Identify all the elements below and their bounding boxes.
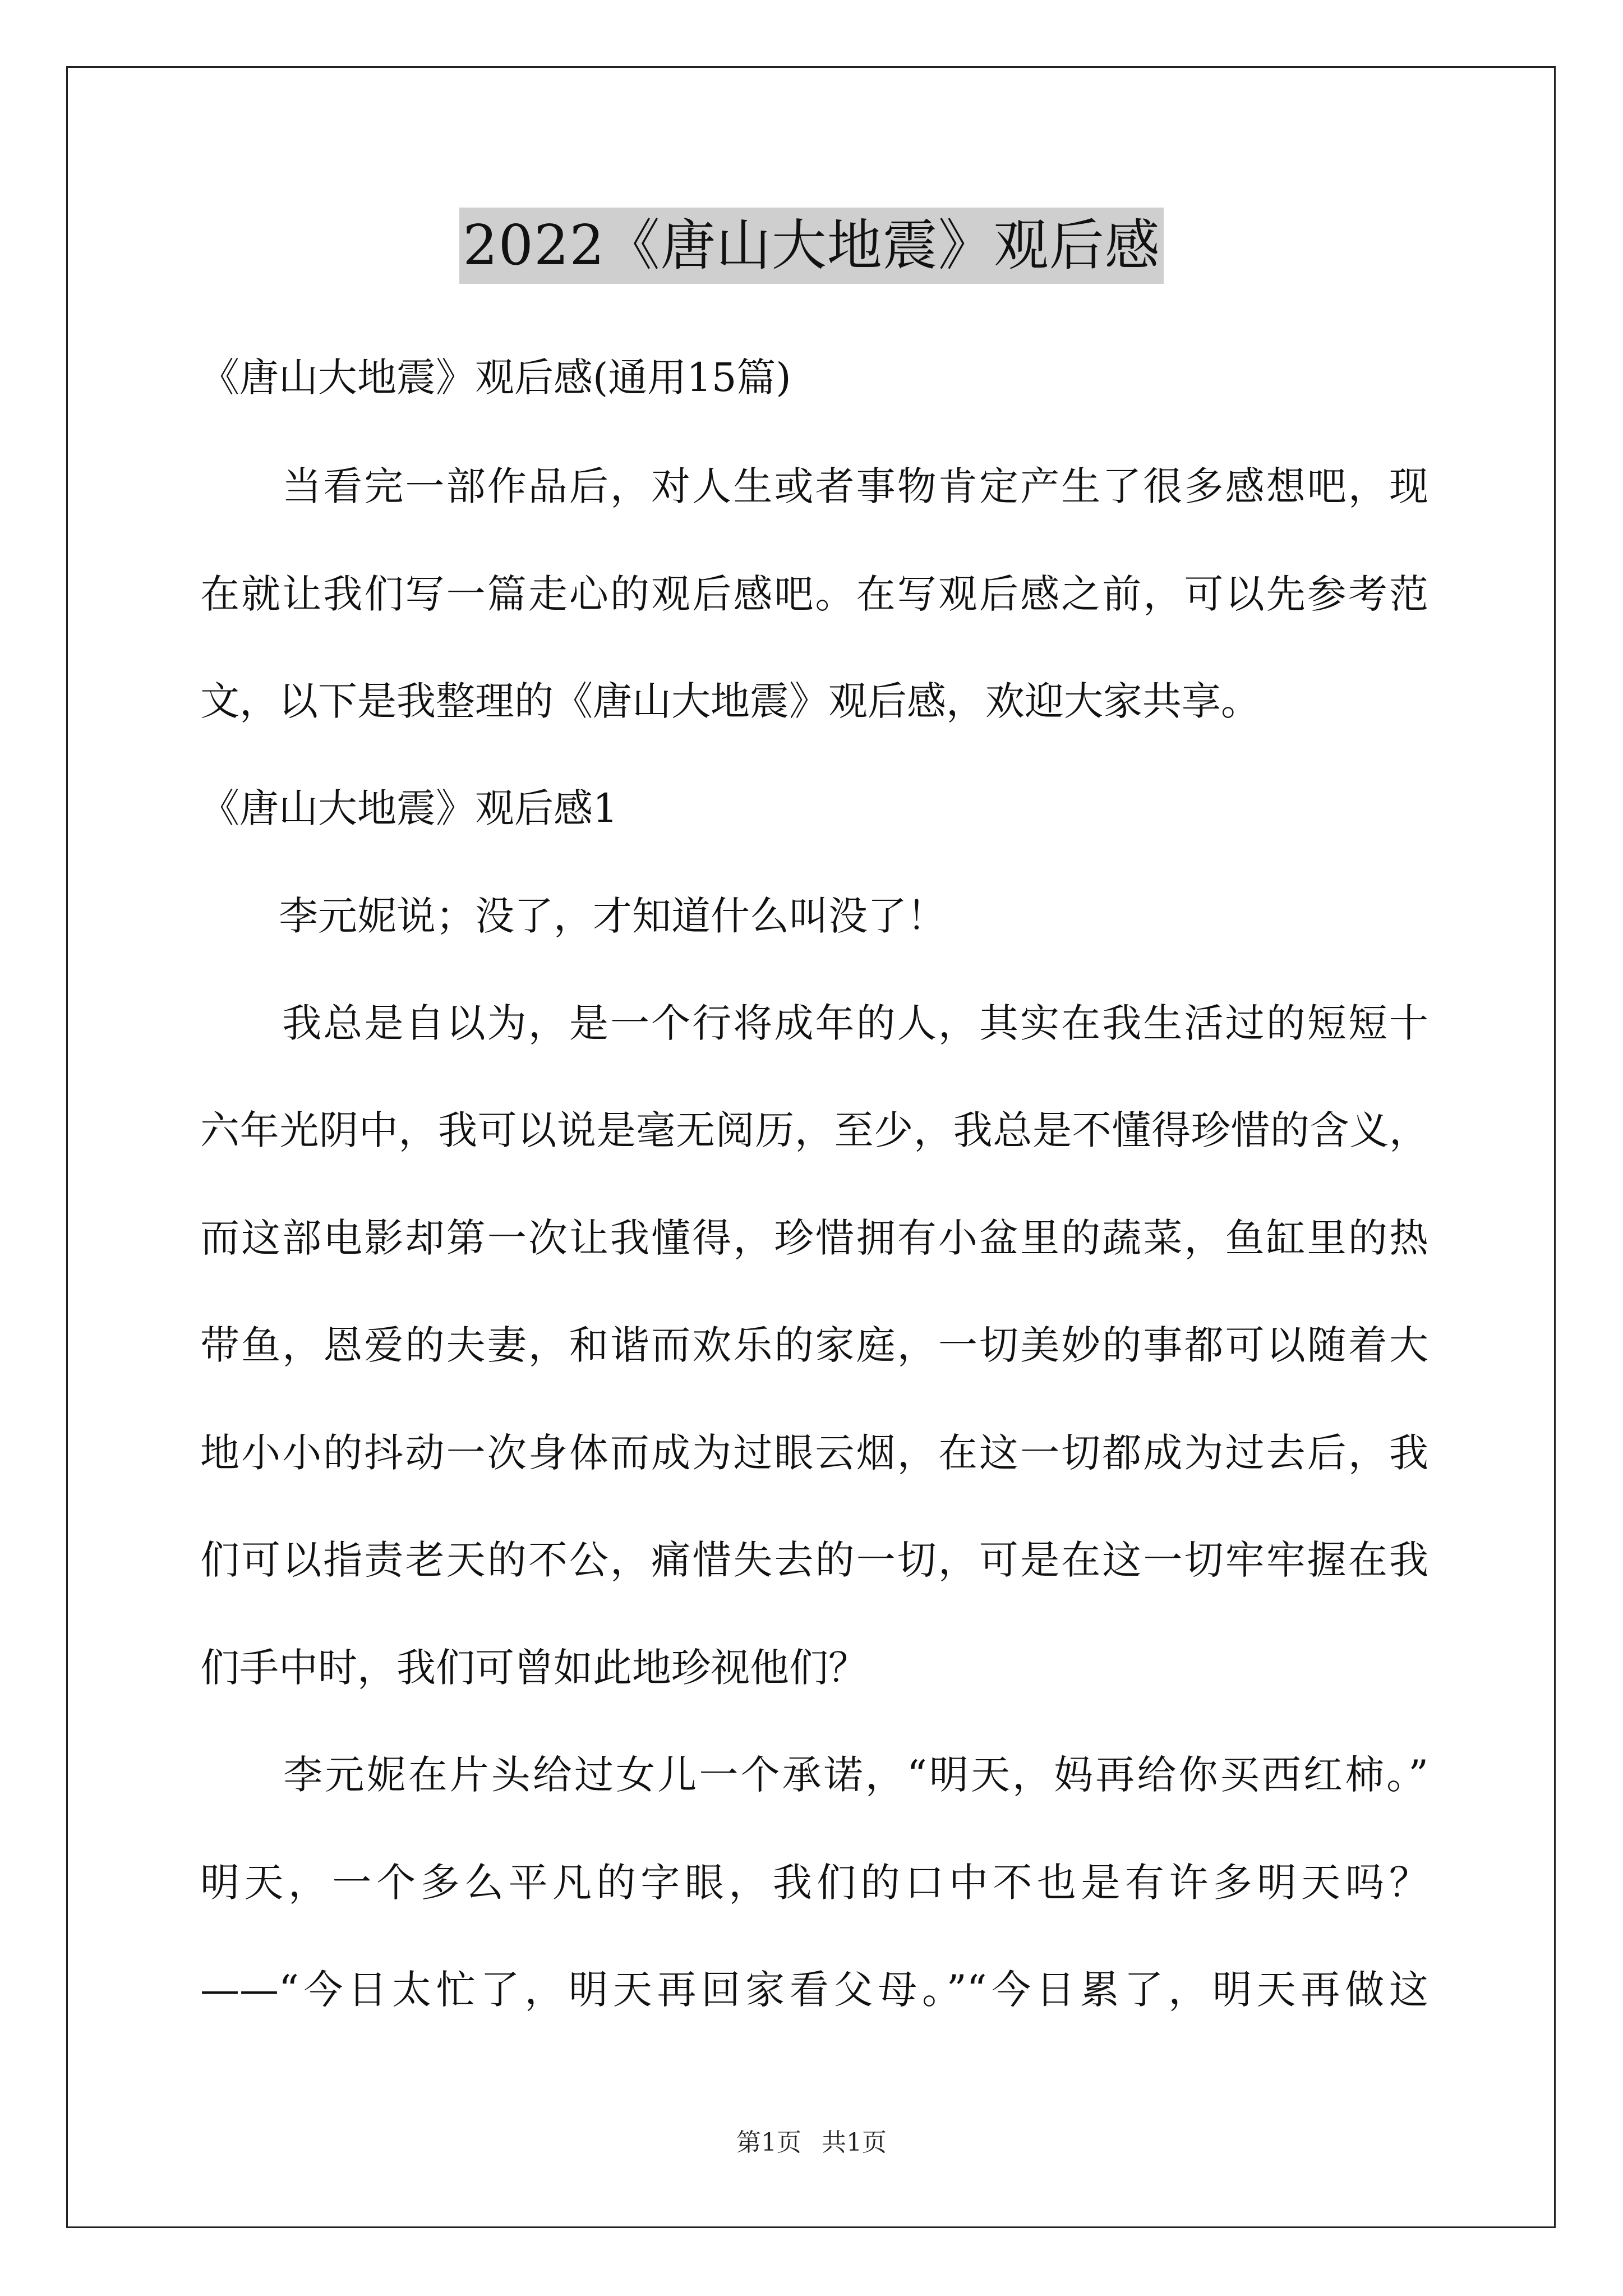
paragraph-line: 文，以下是我整理的《唐山大地震》观后感，欢迎大家共享。: [200, 678, 1260, 724]
paragraph-line: 李元妮在片头给过女儿一个承诺，“明天，妈再给你买西红柿。”: [200, 1752, 1428, 1798]
paragraph-line: 带鱼，恩爱的夫妻，和谐而欢乐的家庭，一切美妙的事都可以随着大: [200, 1322, 1428, 1368]
paragraph-line: 当看完一部作品后，对人生或者事物肯定产生了很多感想吧，现: [200, 463, 1428, 509]
paragraph-line: 地小小的抖动一次身体而成为过眼云烟，在这一切都成为过去后，我: [200, 1430, 1428, 1476]
page-footer: [0, 2126, 1623, 2160]
paragraph-line: 李元妮说；没了，才知道什么叫没了！: [200, 893, 946, 939]
page-total: 共1页: [822, 2128, 887, 2157]
paragraph-line: 在就让我们写一篇走心的观后感吧。在写观后感之前，可以先参考范: [200, 571, 1428, 617]
title-container: [0, 208, 1623, 284]
paragraph-line: 明天，一个多么平凡的字眼，我们的口中不也是有许多明天吗？: [200, 1860, 1428, 1906]
section-heading: 《唐山大地震》观后感1: [200, 785, 618, 831]
document-title: 2022《唐山大地震》观后感: [459, 208, 1163, 284]
paragraph-line: 我总是自以为，是一个行将成年的人，其实在我生活过的短短十: [200, 1000, 1428, 1046]
paragraph-line: 六年光阴中，我可以说是毫无阅历，至少，我总是不懂得珍惜的含义，: [200, 1107, 1428, 1153]
paragraph-line: 们可以指责老天的不公，痛惜失去的一切，可是在这一切牢牢握在我: [200, 1537, 1428, 1583]
subtitle-line: 《唐山大地震》观后感(通用15篇): [200, 355, 791, 401]
page-number: 第1页: [736, 2128, 801, 2157]
paragraph-line: 而这部电影却第一次让我懂得，珍惜拥有小盆里的蔬菜，鱼缸里的热: [200, 1215, 1428, 1261]
paragraph-line: 们手中时，我们可曾如此地珍视他们？: [200, 1645, 868, 1691]
paragraph-line: ——“今日太忙了，明天再回家看父母。”“今日累了，明天再做这: [200, 1967, 1428, 2013]
